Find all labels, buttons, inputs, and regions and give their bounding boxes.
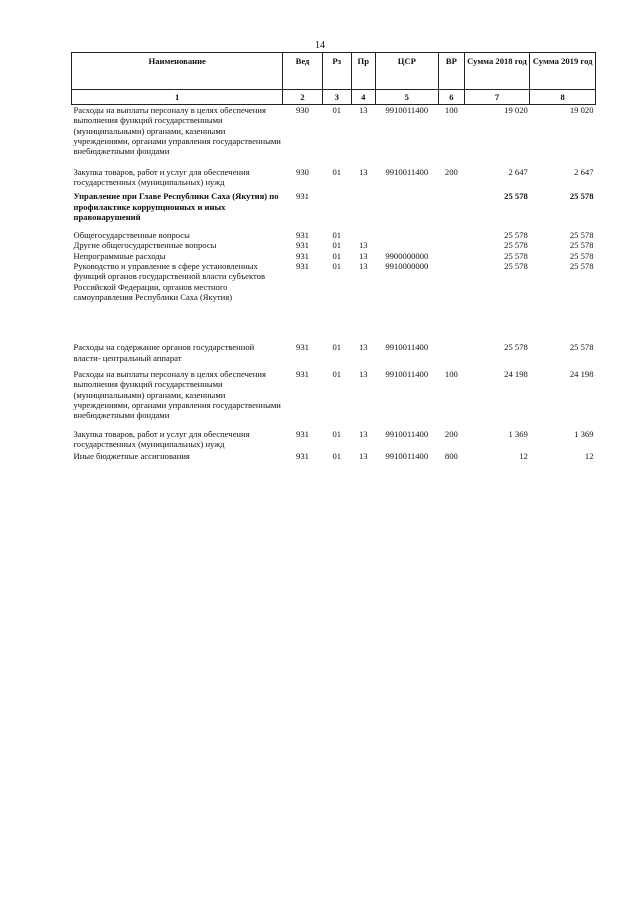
row-vr: 200 [444,166,458,177]
column-index: 6 [439,90,465,105]
row-csr: 9910011400 [385,451,429,462]
row-csr: 9900000000 [385,250,429,261]
header-ved: Вед [283,53,322,90]
table-row [72,369,596,421]
column-index: 7 [464,90,530,105]
row-name: Расходы на выплаты персоналу в целях обеспечения выполнения функций государственными (муниципальными) органами, казенными учреждениями, органами управления государственными внебюджетными фондами [73,368,281,421]
row-vr: 100 [444,368,458,379]
row-vr [439,191,465,222]
row-vr [439,230,465,240]
row-sum-2018: 25 578 [504,230,528,241]
header-sum-2019: Сумма 2019 год [530,53,596,90]
row-vr [439,342,465,363]
table-body [72,105,596,462]
column-index: 1 [72,90,283,105]
table-row [72,451,596,461]
row-spacer [72,421,596,429]
table-row [72,240,596,250]
row-csr [375,240,438,250]
table-row [72,429,596,450]
row-rz: 01 [332,105,342,115]
page-number: 14 [315,40,325,51]
row-sum-2019: 12 [584,451,594,462]
row-pr: 13 [358,342,368,353]
row-name: Расходы на содержание органов государственной власти- центральный аппарат [73,342,255,363]
row-name: Иные бюджетные ассигнования [73,451,190,462]
row-sum-2019: 25 578 [569,261,594,272]
row-rz: 01 [332,230,342,241]
row-sum-2019: 25 578 [569,342,594,353]
row-ved: 931 [296,342,309,353]
row-sum-2018: 1 369 [508,428,528,439]
row-pr: 13 [358,240,368,251]
row-ved: 931 [296,451,309,462]
row-rz: 01 [332,166,342,177]
row-name: Руководство и управление в сфере установленных функций органов государственной власти субъектов Российской Федерации, органов местного самоуправления Республики Саха (Якутия) [73,261,266,302]
row-rz: 01 [332,261,342,272]
row-csr: 9910011400 [385,105,429,115]
row-csr [375,191,438,222]
row-sum-2018: 24 198 [504,368,528,379]
budget-table [71,52,596,461]
row-sum-2019: 24 198 [569,368,594,379]
row-pr: 13 [358,261,368,272]
row-rz: 01 [332,342,342,353]
row-pr: 13 [358,250,368,261]
table-row [72,261,596,302]
header-pr: Пр [351,53,375,90]
column-index: 8 [530,90,596,105]
row-vr [439,240,465,250]
row-sum-2019: 25 578 [569,240,594,251]
row-csr: 9910011400 [385,428,429,439]
row-ved: 930 [296,105,309,115]
row-sum-2018: 2 647 [508,166,528,177]
row-ved: 931 [296,250,309,261]
row-csr [375,230,438,240]
row-sum-2018: 25 578 [504,240,528,251]
row-pr: 13 [358,105,368,115]
table-header-row [72,53,596,90]
row-sum-2019: 2 647 [574,166,594,177]
row-name: Закупка товаров, работ и услуг для обеспечения государственных (муниципальных) нужд [73,166,250,187]
row-name: Закупка товаров, работ и услуг для обеспечения государственных (муниципальных) нужд [73,428,250,449]
table-row [72,105,596,157]
row-pr: 13 [358,166,368,177]
row-csr: 9910000000 [385,261,429,272]
row-ved: 931 [296,261,309,272]
row-rz: 01 [332,250,342,261]
row-sum-2018: 25 578 [504,250,528,261]
column-index: 5 [375,90,438,105]
row-name: Расходы на выплаты персоналу в целях обеспечения выполнения функций государственными (муниципальными) органами, казенными учреждениями, органами управления государственными внебюджетными фондами [73,105,281,157]
row-name: Общегосударственные вопросы [73,230,190,241]
column-index: 3 [322,90,351,105]
row-ved: 930 [296,166,309,177]
row-sum-2019: 19 020 [569,105,594,115]
row-sum-2018: 19 020 [504,105,528,115]
row-vr [439,261,465,302]
header-csr: ЦСР [375,53,438,90]
table-row [72,230,596,240]
row-ved: 931 [296,191,309,202]
row-sum-2018: 25 578 [504,342,528,353]
row-sum-2019: 25 578 [569,230,594,241]
table-row [72,191,596,222]
row-csr: 9910011400 [385,342,429,353]
row-pr [351,191,375,222]
row-sum-2019: 25 578 [569,191,594,202]
column-index: 4 [351,90,375,105]
row-pr: 13 [358,451,368,462]
row-csr: 9910011400 [385,368,429,379]
row-spacer [72,222,596,230]
row-vr: 800 [444,451,458,462]
header-name: Наименование [72,53,283,90]
header-sum-2018: Сумма 2018 год [464,53,530,90]
header-rz: Рз [322,53,351,90]
row-spacer [72,157,596,167]
row-ved: 931 [296,240,309,251]
row-spacer [72,302,596,342]
row-sum-2018: 25 578 [504,261,528,272]
row-ved: 931 [296,368,309,379]
row-pr: 13 [358,428,368,439]
row-vr: 100 [444,105,458,115]
table-row [72,342,596,363]
row-vr [439,251,465,261]
row-csr: 9910011400 [385,166,429,177]
row-ved: 931 [296,428,309,439]
row-sum-2018: 25 578 [504,191,528,202]
column-index: 2 [283,90,322,105]
header-vr: ВР [439,53,465,90]
row-name: Управление при Главе Республики Саха (Якутия) по профилактике коррупционных и иных правонарушений [73,191,279,222]
row-sum-2019: 1 369 [574,428,594,439]
row-rz: 01 [332,451,342,462]
table-row [72,167,596,188]
row-rz: 01 [332,368,342,379]
row-pr [351,230,375,240]
table-row [72,251,596,261]
row-sum-2019: 25 578 [569,250,594,261]
row-rz: 01 [332,428,342,439]
row-pr: 13 [358,368,368,379]
row-rz: 01 [332,240,342,251]
row-vr: 200 [444,428,458,439]
column-index-row [72,90,596,105]
row-name: Другие общегосударственные вопросы [73,240,217,251]
row-sum-2018: 12 [519,451,528,462]
row-name: Непрограммные расходы [73,250,166,261]
row-ved: 931 [296,230,309,241]
row-rz [322,191,351,222]
